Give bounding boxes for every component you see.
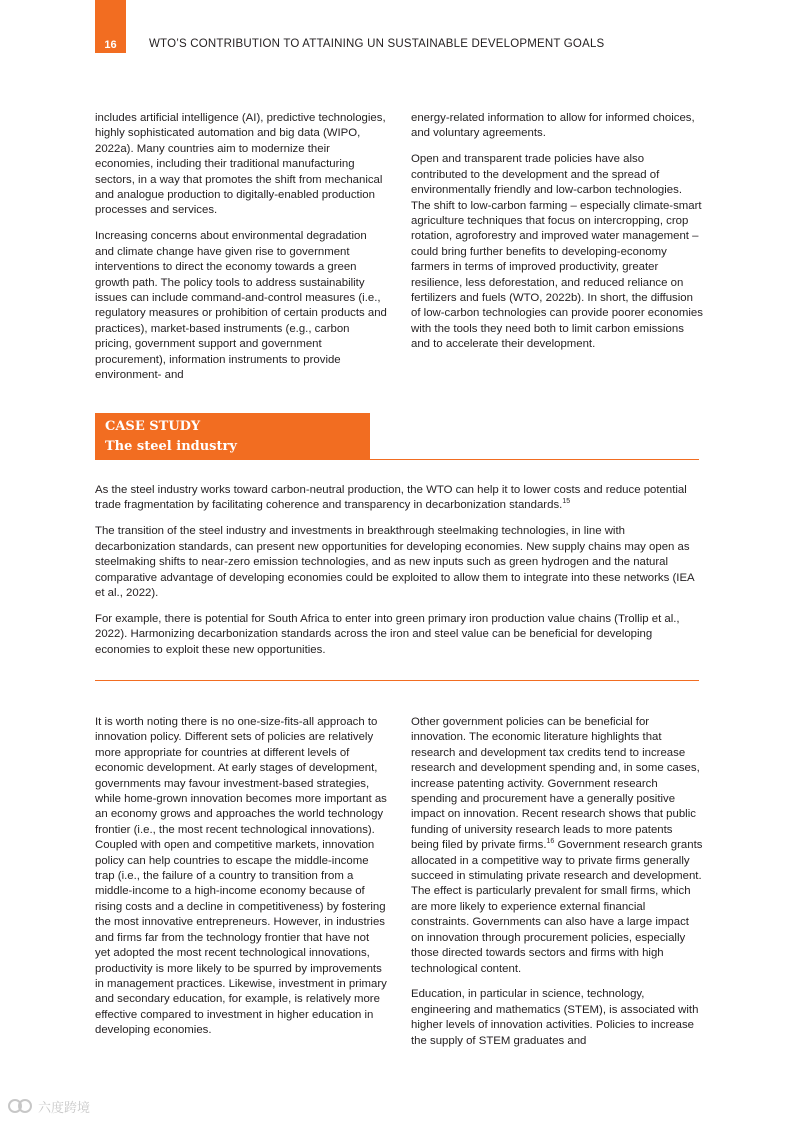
case-study-title: The steel industry — [105, 439, 237, 454]
paragraph-text: As the steel industry works toward carbon-neutral production, the WTO can help it to lower costs and reduce potential trade fragmentation by facilitating coherence and transparency in decarbonization standards. — [95, 484, 687, 512]
paragraph: It is worth noting there is no one-size-fits-all approach to innovation policy. Different sets of policies are relatively more appropriate for countries at different levels of economic development. At early stages of development, governments may favour investment-based strategies, while home-grown innovation becomes more important as an economy grows and approaches the world technology frontier (i.e., the most recent technological innovations). Coupled with open and competitive markets, innovation policy can help countries to escape the middle-income trap (i.e., the failure of a country to transition from a middle-income to a high-income economy because of rising costs and a decline in competitiveness) by fostering the most innovative entrepreneurs. However, in industries and firms far from the technology frontier that have not yet adopted the most recent technological innovations, productivity is more likely to be spurred by improvements in management practices. Likewise, investment in primary and secondary education, for example, is relatively more effective compared to investment in higher education in developing economies. — [95, 716, 387, 1037]
paragraph: For example, there is potential for South Africa to enter into green primary iron production value chains (Trollip et al., 2022). Harmonizing decarbonization standards across the iron and steel value can be beneficial for developing economies to exploit these new opportunities. — [95, 612, 680, 656]
case-study-top-divider — [95, 459, 699, 460]
paragraph-text: Other government policies can be beneficial for innovation. The economic literature highlights that research and development tax credits tend to increase research and development spending and, in some cases, increase patenting activity. Government research spending and procurement have a generally positive impact on innovation. Recent research shows that public funding of university research leads to more patents being filed by private firms. — [411, 716, 700, 852]
paragraph: The transition of the steel industry and investments in breakthrough steelmaking technologies, in line with decarbonization standards, can present new opportunities for developing economies. New supply chains may open as steelmaking shifts to near-zero emission technologies, and as new inputs such as green hydrogen and the natural comparative advantage of developing economies could be exploited to allow them to integrate into these networks (IEA et al., 2022). — [95, 525, 695, 599]
top-right-column — [411, 111, 703, 363]
watermark-text: 六度跨境 — [38, 1099, 91, 1115]
watermark-logo-icon — [8, 1097, 34, 1115]
footnote-ref: 15 — [562, 498, 571, 506]
paragraph-text: Government research grants allocated in a competitive way to private firms generally succeed in stimulating private research and development. The effect is particularly prevalent for small firms, which are more likely to experience external financial constraints. Governments can also have a large impact on innovation through procurement policies, especially those directed towards sectors and firms with high technological content. — [411, 839, 703, 975]
top-left-column — [95, 111, 387, 394]
paragraph — [95, 483, 701, 514]
paragraph — [411, 715, 703, 977]
paragraph: Open and transparent trade policies have also contributed to the development and the spread of environmentally friendly and low-carbon technologies. The shift to low-carbon farming – especially climate-smart agriculture techniques that focus on intercropping, crop rotation, agroforestry and improved water management – could bring further benefits to developing-economy farmers in terms of improved productivity, greater resilience, less deforestation, and reduced reliance on fertilizers and fuels (WTO, 2022b). In short, the diffusion of low-carbon technologies can provide poorer economies with the tools they need both to limit carbon emissions and to accelerate their development. — [411, 153, 703, 351]
bottom-left-column — [95, 715, 387, 1049]
bottom-right-column — [411, 715, 703, 1060]
case-study-body — [95, 483, 701, 669]
paragraph: includes artificial intelligence (AI), predictive technologies, highly sophisticated automation and big data (WIPO, 2022a). Many countries aim to modernize their economies, including their traditional manufacturing sectors, in a way that promotes the shift from mechanical and analogue production to digitally-enabled production processes and services. — [95, 112, 386, 217]
page-number-tab — [95, 0, 126, 53]
watermark — [8, 1094, 108, 1118]
case-study-bottom-divider — [95, 680, 699, 681]
running-header-title: WTO’S CONTRIBUTION TO ATTAINING UN SUSTAINABLE DEVELOPMENT GOALS — [149, 38, 605, 50]
page-number: 16 — [104, 39, 117, 51]
case-study-heading — [95, 413, 370, 459]
case-study-label: CASE STUDY — [105, 419, 201, 434]
paragraph: Increasing concerns about environmental degradation and climate change have given rise to government interventions to direct the economy towards a green growth path. The policy tools to address sustainability issues can include command-and-control measures (i.e., regulatory measures or prohibition of certain products and practices), market-based instruments (e.g., carbon pricing, government support and government procurement), information instruments to provide environment- and — [95, 230, 387, 381]
paragraph: energy-related information to allow for informed choices, and voluntary agreements. — [411, 112, 695, 140]
paragraph: Education, in particular in science, technology, engineering and mathematics (STEM), is associated with higher levels of innovation activities. Policies to increase the supply of STEM graduates and — [411, 988, 699, 1047]
footnote-ref: 16 — [546, 838, 555, 846]
